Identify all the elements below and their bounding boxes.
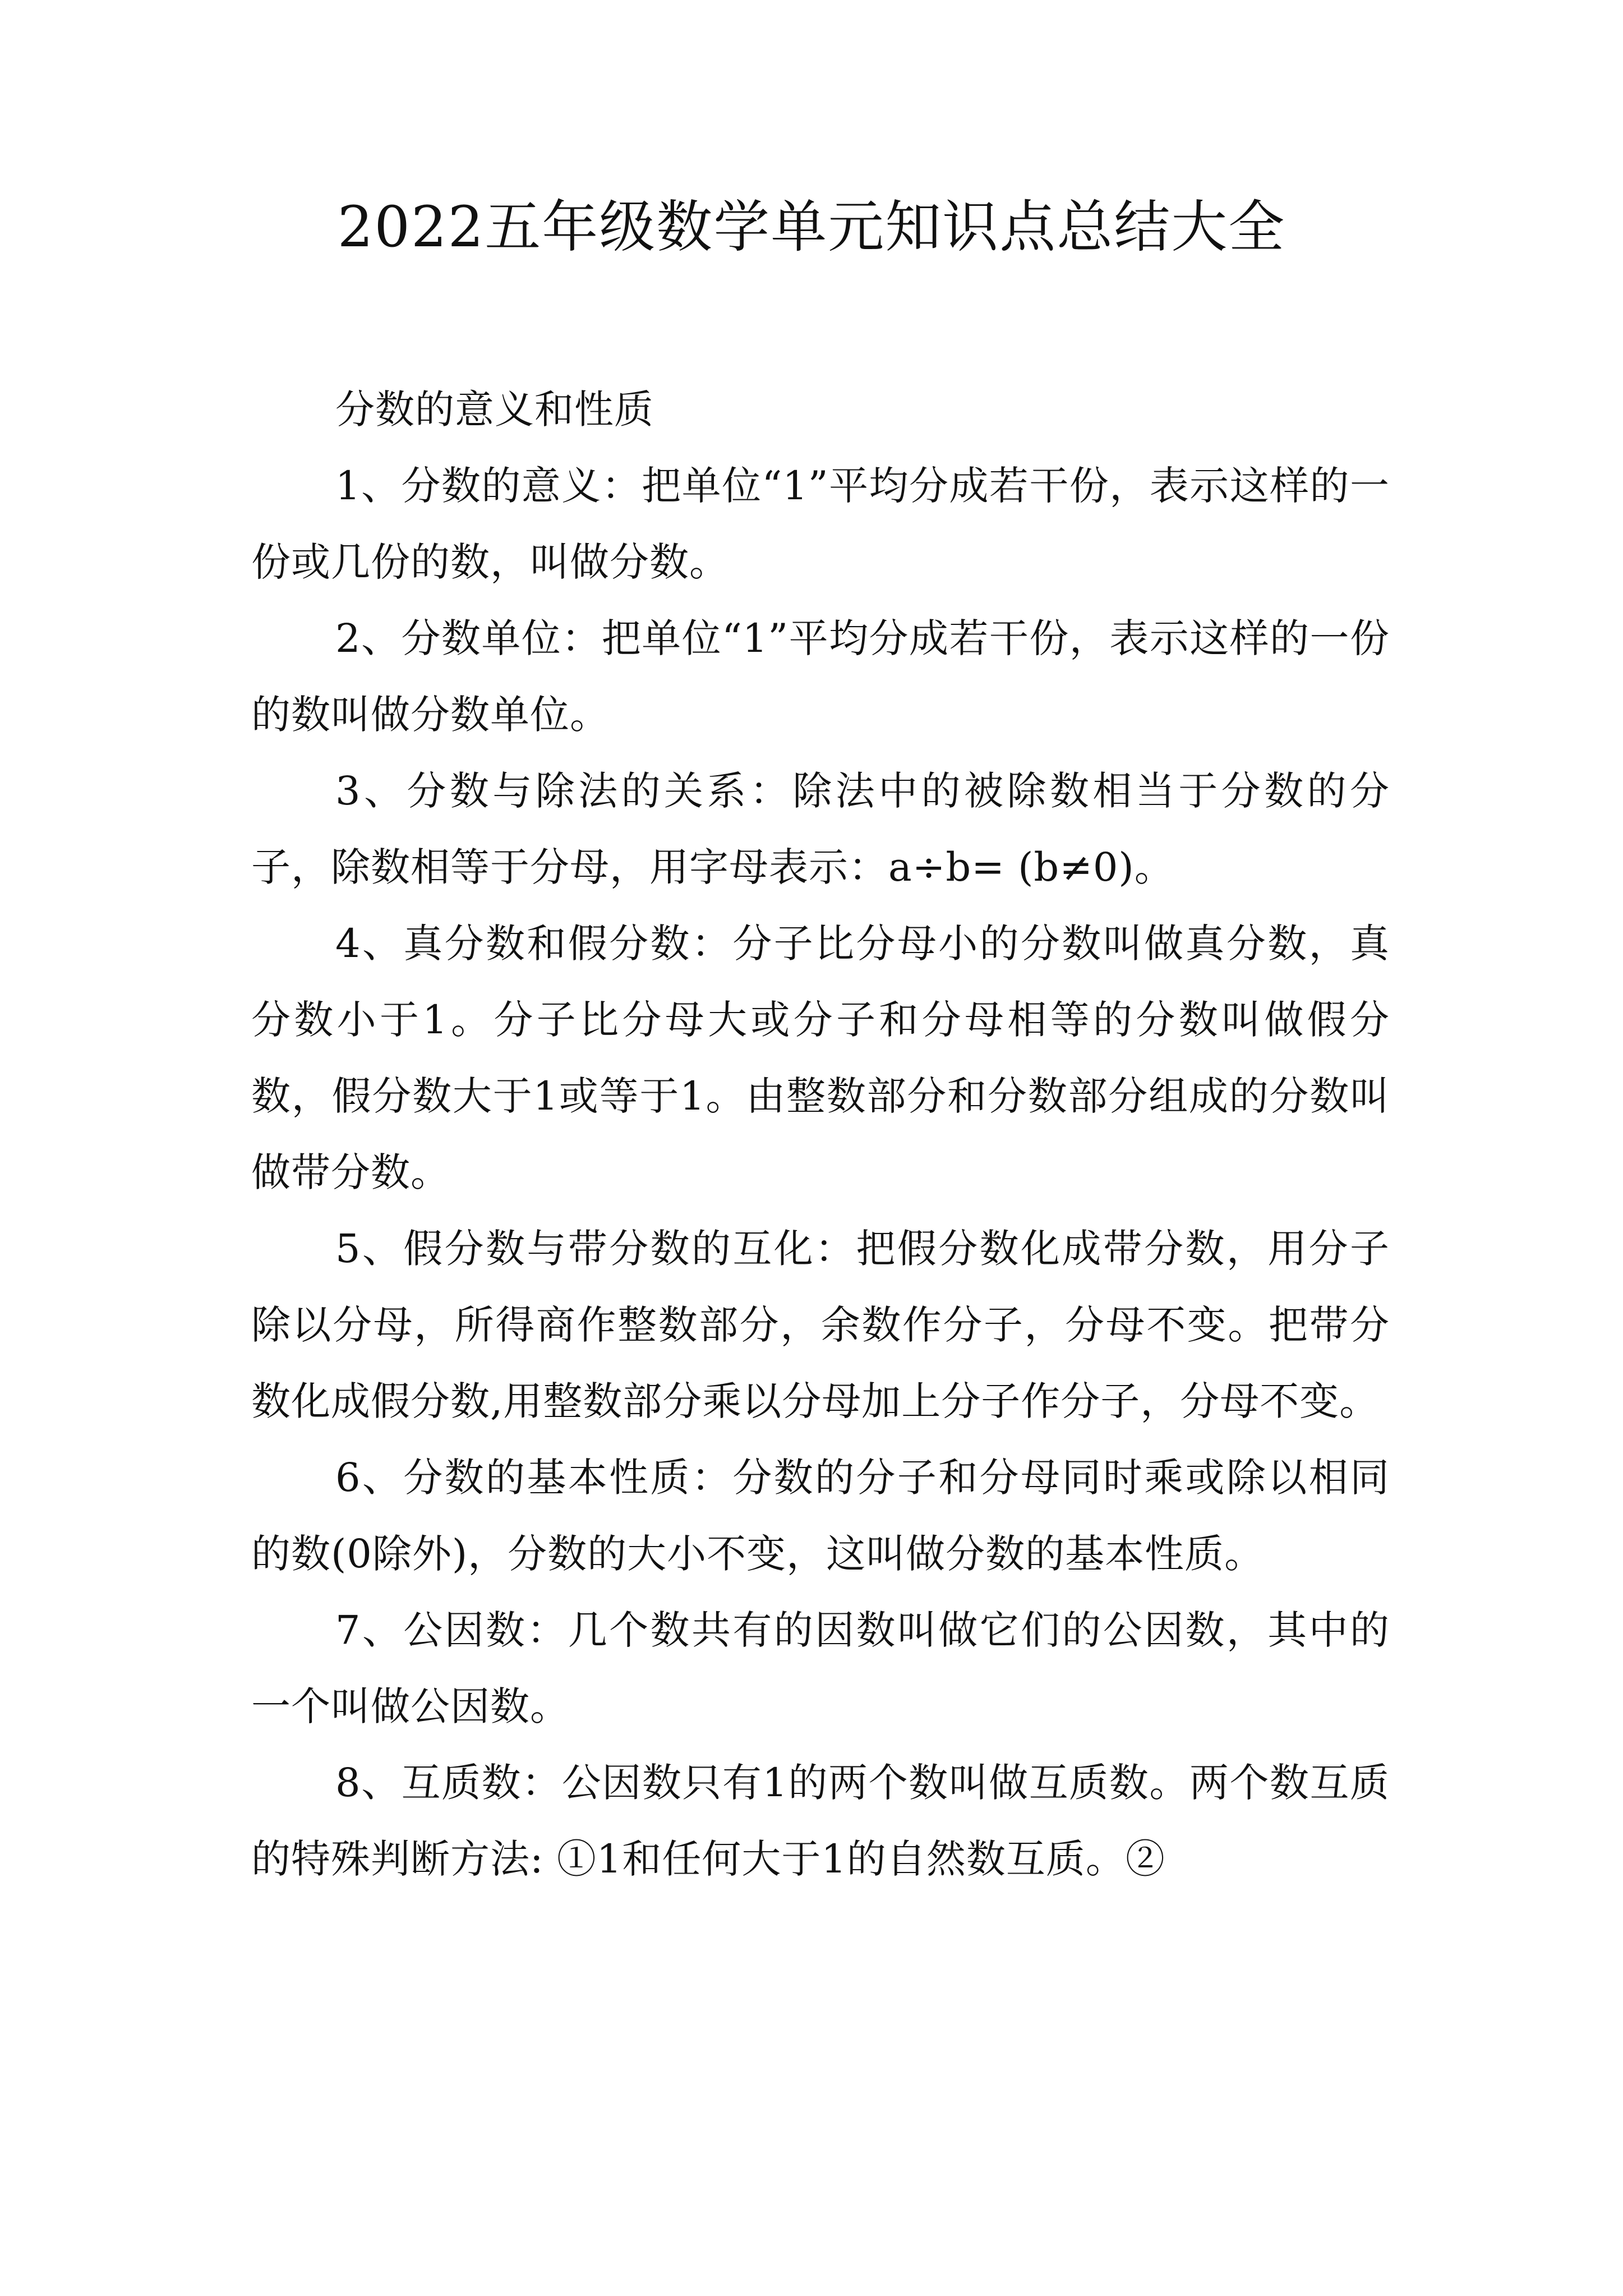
paragraph-2: 2、分数单位：把单位“1”平均分成若干份，表示这样的一份的数叫做分数单位。 xyxy=(251,615,1390,738)
paragraph-6: 6、分数的基本性质：分数的分子和分母同时乘或除以相同的数(0除外)，分数的大小不变，这叫做分数的基本性质。 xyxy=(251,1455,1390,1577)
document-body xyxy=(251,371,1390,1897)
paragraph-5: 5、假分数与带分数的互化：把假分数化成带分数，用分子除以分母，所得商作整数部分，余数作分子，分母不变。把带分数化成假分数,用整数部分乘以分母加上分子作分子，分母不变。 xyxy=(251,1226,1390,1424)
paragraph-8: 8、互质数：公因数只有1的两个数叫做互质数。两个数互质的特殊判断方法: ①1和任何大于1的自然数互质。② xyxy=(251,1760,1390,1882)
paragraph-1: 1、分数的意义：把单位“1”平均分成若干份，表示这样的一份或几份的数，叫做分数。 xyxy=(251,463,1390,585)
section-heading: 分数的意义和性质 xyxy=(335,386,654,432)
paragraph-3: 3、分数与除法的关系：除法中的被除数相当于分数的分子，除数相等于分母，用字母表示：a÷b= (b≠0)。 xyxy=(251,768,1390,890)
paragraph-7: 7、公因数：几个数共有的因数叫做它们的公因数，其中的一个叫做公因数。 xyxy=(251,1607,1390,1729)
paragraph-4: 4、真分数和假分数：分子比分母小的分数叫做真分数，真分数小于1。分子比分母大或分子和分母相等的分数叫做假分数，假分数大于1或等于1。由整数部分和分数部分组成的分数叫做带分数。 xyxy=(251,921,1390,1195)
document-title: 2022五年级数学单元知识点总结大全 xyxy=(337,194,1286,260)
